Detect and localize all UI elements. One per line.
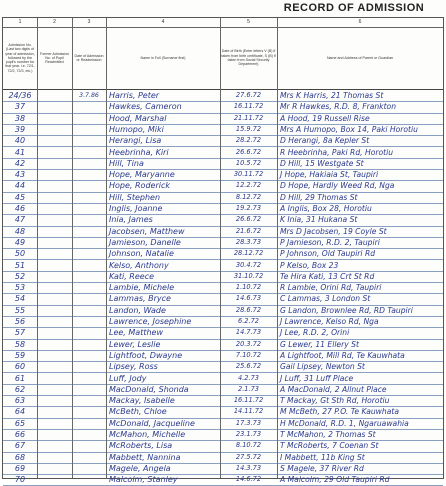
admission-no: 24/36	[8, 91, 32, 100]
admission-date	[72, 305, 106, 316]
pupil-name: McDonald, Jacqueline	[109, 418, 195, 428]
date-of-birth: 20.3.72	[235, 339, 262, 348]
date-of-birth: 15.9.72	[235, 124, 262, 133]
admission-no: 69	[14, 463, 26, 473]
date-of-birth: 31.10.72	[233, 271, 264, 280]
column-divider	[277, 18, 278, 478]
former-admission-no	[37, 248, 72, 259]
admission-date	[72, 260, 106, 271]
former-admission-no	[37, 339, 72, 350]
parent-guardian-address: I Mabbett, 11b King St	[280, 452, 365, 462]
former-admission-no	[37, 418, 72, 429]
parent-guardian-address: R Lambie, Orini Rd, Taupiri	[280, 283, 382, 293]
date-of-birth: 21.6.72	[235, 226, 262, 235]
former-admission-no	[37, 406, 72, 417]
parent-guardian-address: Mr R Hawkes, R.D. 8, Frankton	[280, 102, 397, 112]
former-admission-no	[37, 305, 72, 316]
former-admission-no	[37, 226, 72, 237]
admission-no: 60	[14, 362, 26, 372]
date-of-birth: 7.10.72	[235, 350, 262, 359]
admission-no: 41	[14, 147, 26, 157]
column-header-former-admission-no: Former Admission No. of Pupil Readmitted	[40, 51, 69, 65]
admission-date	[72, 339, 106, 350]
pupil-name: Humopo, Miki	[109, 124, 164, 134]
column-header-parent-guardian: Name and Address of Parent or Guardian	[326, 55, 394, 60]
parent-guardian-address: A Hood, 19 Russell Rise	[280, 113, 370, 123]
pupil-name: Kelso, Anthony	[109, 260, 169, 270]
column-number: 6	[358, 19, 362, 25]
admission-no: 45	[14, 192, 26, 202]
date-of-birth: 4.2.73	[238, 373, 259, 382]
column-number: 2	[53, 19, 56, 25]
former-admission-no	[37, 101, 72, 112]
pupil-name: Lammas, Bryce	[109, 294, 171, 304]
admission-no: 70	[14, 475, 26, 485]
admission-no: 55	[14, 305, 26, 315]
admission-date	[72, 373, 106, 384]
admission-date	[72, 463, 106, 474]
pupil-name: Lightfoot, Dwayne	[109, 350, 183, 360]
parent-guardian-address: A Lightfoot, Mill Rd, Te Kauwhata	[280, 350, 405, 360]
former-admission-no	[37, 203, 72, 214]
former-admission-no	[37, 373, 72, 384]
admission-no: 49	[14, 237, 26, 247]
admission-date	[72, 192, 106, 203]
admission-date	[72, 293, 106, 304]
former-admission-no	[37, 282, 72, 293]
parent-guardian-address: J Lee, R.D. 2, Orini	[280, 328, 350, 338]
date-of-birth: 30.4.72	[235, 260, 262, 269]
date-of-birth: 8.10.72	[235, 441, 262, 450]
pupil-name: Hill, Stephen	[109, 192, 161, 202]
admission-date	[72, 395, 106, 406]
former-admission-no	[37, 452, 72, 463]
date-of-birth: 19.2.73	[235, 204, 262, 212]
pupil-name: Lewer, Leslie	[109, 339, 161, 349]
parent-guardian-address: D Hill, 15 Westgate St	[280, 158, 364, 168]
parent-guardian-address: D Hope, Hardly Weed Rd, Nga	[280, 181, 395, 191]
admission-no: 43	[14, 170, 26, 180]
parent-guardian-address: Mrs D Jacobsen, 19 Coyle St	[280, 226, 387, 236]
admission-no: 51	[14, 260, 26, 270]
pupil-name: Harris, Peter	[109, 91, 160, 100]
admission-no: 62	[14, 384, 26, 394]
admission-no: 66	[14, 430, 26, 439]
pupil-name: Jamieson, Danelle	[109, 237, 181, 247]
former-admission-no	[37, 113, 72, 124]
admission-date	[72, 147, 106, 158]
pupil-name: McMahon, Michelle	[109, 430, 186, 439]
date-of-birth: 28.12.72	[233, 249, 264, 258]
admission-no: 64	[14, 407, 26, 417]
admission-no: 37	[14, 102, 26, 112]
admission-date	[72, 418, 106, 429]
parent-guardian-address: A Malcolm, 29 Old Taupiri Rd	[280, 475, 390, 485]
parent-guardian-address: A Inglis, Box 28, Horotiu	[280, 204, 372, 213]
former-admission-no	[37, 180, 72, 191]
date-of-birth: 10.5.72	[235, 158, 262, 167]
pupil-name: Herangi, Lisa	[109, 136, 162, 146]
admission-date	[72, 452, 106, 463]
date-of-birth: 26.6.72	[235, 215, 262, 224]
pupil-name: Lee, Matthew	[109, 328, 163, 338]
date-of-birth: 28.6.72	[235, 305, 262, 314]
date-of-birth: 17.3.73	[235, 418, 262, 427]
former-admission-no	[37, 237, 72, 248]
pupil-name: Mackay, Isabelle	[109, 396, 175, 406]
parent-guardian-address: G Landon, Brownlee Rd, RD Taupiri	[280, 305, 413, 315]
admission-no: 50	[14, 249, 26, 259]
parent-guardian-address: P Kelso, Box 23	[280, 260, 339, 270]
admission-date	[72, 248, 106, 259]
parent-guardian-address: D Hill, 29 Thomas St	[280, 192, 358, 202]
pupil-name: McBeth, Chloe	[109, 407, 167, 417]
column-header-row	[3, 27, 443, 90]
parent-guardian-address: C Lammas, 3 London St	[280, 294, 371, 304]
pupil-name: Johnson, Natalie	[109, 249, 174, 259]
former-admission-no	[37, 169, 72, 180]
column-number: 1	[18, 19, 22, 25]
admission-no: 42	[14, 158, 26, 168]
date-of-birth: 14.3.73	[235, 463, 262, 472]
parent-guardian-address: T McRoberts, 7 Coenan St	[280, 441, 379, 451]
date-of-birth: 14.11.72	[233, 407, 264, 416]
former-admission-no	[37, 192, 72, 203]
date-of-birth: 6.2.72	[238, 317, 259, 325]
admission-date	[72, 316, 106, 327]
admission-date	[72, 406, 106, 417]
former-admission-no	[37, 260, 72, 271]
admission-no: 46	[14, 204, 26, 213]
parent-guardian-address: P Johnson, Old Taupiri Rd	[280, 249, 376, 259]
admission-date	[72, 226, 106, 237]
admission-no: 59	[14, 350, 26, 360]
date-of-birth: 14.6.73	[235, 294, 262, 303]
former-admission-no	[37, 440, 72, 451]
pupil-name: Inia, James	[109, 215, 153, 225]
date-of-birth: 25.6.72	[235, 362, 262, 371]
admission-date	[72, 282, 106, 293]
admission-no: 52	[14, 271, 26, 281]
table-row	[3, 474, 443, 486]
parent-guardian-address: Gail Lipsey, Newton St	[280, 362, 365, 372]
former-admission-no	[37, 90, 72, 101]
admission-no: 56	[14, 317, 26, 326]
pupil-name: Hawkes, Cameron	[109, 102, 182, 112]
column-divider	[106, 18, 107, 478]
column-header-admission-no: Admission No. (Last two digits of year of admission, followed by the pupil's number for that year. i.e. 72/1, 72/2, 72/3, etc.)	[5, 42, 35, 73]
pupil-name: McRoberts, Lisa	[109, 441, 173, 451]
pupil-name: Kati, Reece	[109, 271, 155, 281]
parent-guardian-address: R Heebrinha, Paki Rd, Horotiu	[280, 147, 394, 157]
former-admission-no	[37, 124, 72, 135]
admission-table	[2, 17, 444, 485]
pupil-name: Hope, Roderick	[109, 181, 170, 191]
admission-date	[72, 237, 106, 248]
date-of-birth: 12.2.72	[235, 181, 262, 190]
former-admission-no	[37, 147, 72, 158]
date-of-birth: 26.6.72	[235, 147, 262, 156]
parent-guardian-address: Mrs K Harris, 21 Thomas St	[280, 91, 384, 100]
date-of-birth: 28.2.72	[235, 136, 262, 145]
pupil-name: Malcolm, Stanley	[109, 475, 178, 485]
column-number: 4	[161, 19, 165, 25]
former-admission-no	[37, 158, 72, 169]
date-of-birth: 14.6.72	[235, 475, 262, 484]
admission-no: 57	[14, 328, 26, 338]
former-admission-no	[37, 463, 72, 474]
admission-no: 54	[14, 294, 26, 304]
admission-no: 65	[14, 418, 26, 428]
admission-no: 39	[14, 124, 26, 134]
column-header-name: Name in Full (Surname first)	[140, 55, 186, 60]
column-number: 5	[247, 19, 250, 25]
date-of-birth: 14.7.73	[235, 328, 262, 337]
admission-no: 68	[14, 452, 26, 462]
parent-guardian-address: D Herangi, 8a Kepler St	[280, 136, 370, 146]
date-of-birth: 23.1.73	[235, 430, 262, 438]
column-divider	[37, 18, 38, 478]
column-number: 3	[87, 19, 91, 25]
pupil-name: Hood, Marshal	[109, 113, 167, 123]
former-admission-no	[37, 135, 72, 146]
admission-date	[72, 429, 106, 440]
former-admission-no	[37, 384, 72, 395]
former-admission-no	[37, 293, 72, 304]
column-header-date-of-admission: Date of Admission or Readmission	[74, 53, 104, 62]
admission-no: 58	[14, 339, 26, 349]
former-admission-no	[37, 271, 72, 282]
parent-guardian-address: S Magele, 37 River Rd	[280, 463, 364, 473]
admission-no: 44	[14, 181, 26, 191]
parent-guardian-address: Mrs A Humopo, Box 14, Paki Horotiu	[280, 124, 418, 134]
admission-date	[72, 350, 106, 361]
pupil-name: Luff, Jody	[109, 373, 147, 383]
parent-guardian-address: J Hope, Hakiaia St, Taupiri	[280, 170, 379, 180]
admission-no: 38	[14, 113, 26, 123]
admission-date	[72, 135, 106, 146]
date-of-birth: 16.11.72	[233, 102, 264, 111]
admission-date	[72, 361, 106, 372]
former-admission-no	[37, 350, 72, 361]
former-admission-no	[37, 327, 72, 338]
former-admission-no	[37, 361, 72, 372]
pupil-name: Lawrence, Josephine	[109, 317, 192, 326]
date-of-birth: 21.11.72	[233, 113, 264, 122]
column-divider	[72, 18, 73, 478]
admission-date	[72, 203, 106, 214]
admission-date	[72, 169, 106, 180]
admission-no: 48	[14, 226, 26, 236]
pupil-name: Hope, Maryanne	[109, 170, 175, 180]
date-of-birth: 27.5.72	[235, 452, 262, 461]
parent-guardian-address: P Jamieson, R.D. 2, Taupiri	[280, 237, 380, 247]
admission-no: 67	[14, 441, 26, 451]
pupil-name: Heebrinha, Kiri	[109, 147, 169, 157]
pupil-name: Lambie, Michele	[109, 283, 175, 293]
pupil-name: Jacobsen, Matthew	[109, 226, 185, 236]
pupil-name: Mabbett, Nannina	[109, 452, 181, 462]
admission-date	[72, 124, 106, 135]
pupil-name: MacDonald, Shonda	[109, 384, 189, 394]
parent-guardian-address: J Luff, 31 Luff Place	[280, 373, 354, 383]
parent-guardian-address: J Lawrence, Kelso Rd, Nga	[280, 317, 379, 326]
admission-date	[72, 214, 106, 225]
admission-date	[72, 101, 106, 112]
column-divider	[220, 18, 221, 478]
parent-guardian-address: T Mackay, Gt Sth Rd, Horotiu	[280, 396, 390, 406]
parent-guardian-address: K Inia, 31 Hukana St	[280, 215, 358, 225]
parent-guardian-address: M McBeth, 27 P.O. Te Kauwhata	[280, 407, 399, 417]
admission-date	[72, 158, 106, 169]
former-admission-no	[37, 429, 72, 440]
parent-guardian-address: T McMahon, 2 Thomas St	[280, 430, 376, 439]
date-of-birth: 27.6.72	[235, 91, 262, 99]
pupil-name: Magele, Angela	[109, 463, 171, 473]
admission-no: 63	[14, 396, 26, 406]
admission-date	[72, 327, 106, 338]
admission-no: 61	[14, 373, 26, 383]
admission-date	[72, 113, 106, 124]
date-of-birth: 28.3.73	[235, 237, 262, 246]
date-of-birth: 16.11.72	[233, 396, 264, 405]
former-admission-no	[37, 395, 72, 406]
parent-guardian-address: Te Hira Kati, 13 Crt St Rd	[280, 271, 375, 281]
column-header-date-of-birth: Date of Birth (Enter letters V (B) if taken from birth certificate, S (B) if taken from Social Security Department)	[221, 49, 276, 67]
parent-guardian-address: H McDonald, R.D. 1, Ngaruawahia	[280, 418, 409, 428]
admission-no: 53	[14, 283, 26, 293]
date-of-birth: 1.10.72	[235, 283, 262, 292]
pupil-name: Lipsey, Ross	[109, 362, 158, 372]
page-title: RECORD OF ADMISSION	[283, 2, 425, 14]
pupil-name: Hill, Tina	[109, 158, 144, 168]
admission-no: 40	[14, 136, 26, 146]
admission-date: 3.7.86	[79, 92, 99, 99]
admission-date	[72, 384, 106, 395]
pupil-name: Landon, Wade	[109, 305, 166, 315]
date-of-birth: 30.11.72	[233, 170, 264, 179]
pupil-name: Inglis, Joanne	[109, 204, 163, 213]
date-of-birth: 2.1.73	[238, 384, 259, 393]
admission-date	[72, 271, 106, 282]
parent-guardian-address: G Lewer, 11 Ellery St	[280, 339, 359, 349]
admission-date	[72, 440, 106, 451]
former-admission-no	[37, 316, 72, 327]
admission-no: 47	[14, 215, 26, 225]
former-admission-no	[37, 214, 72, 225]
date-of-birth: 8.12.72	[235, 192, 262, 201]
admission-date	[72, 180, 106, 191]
parent-guardian-address: A MacDonald, 2 Allnut Place	[280, 384, 387, 394]
